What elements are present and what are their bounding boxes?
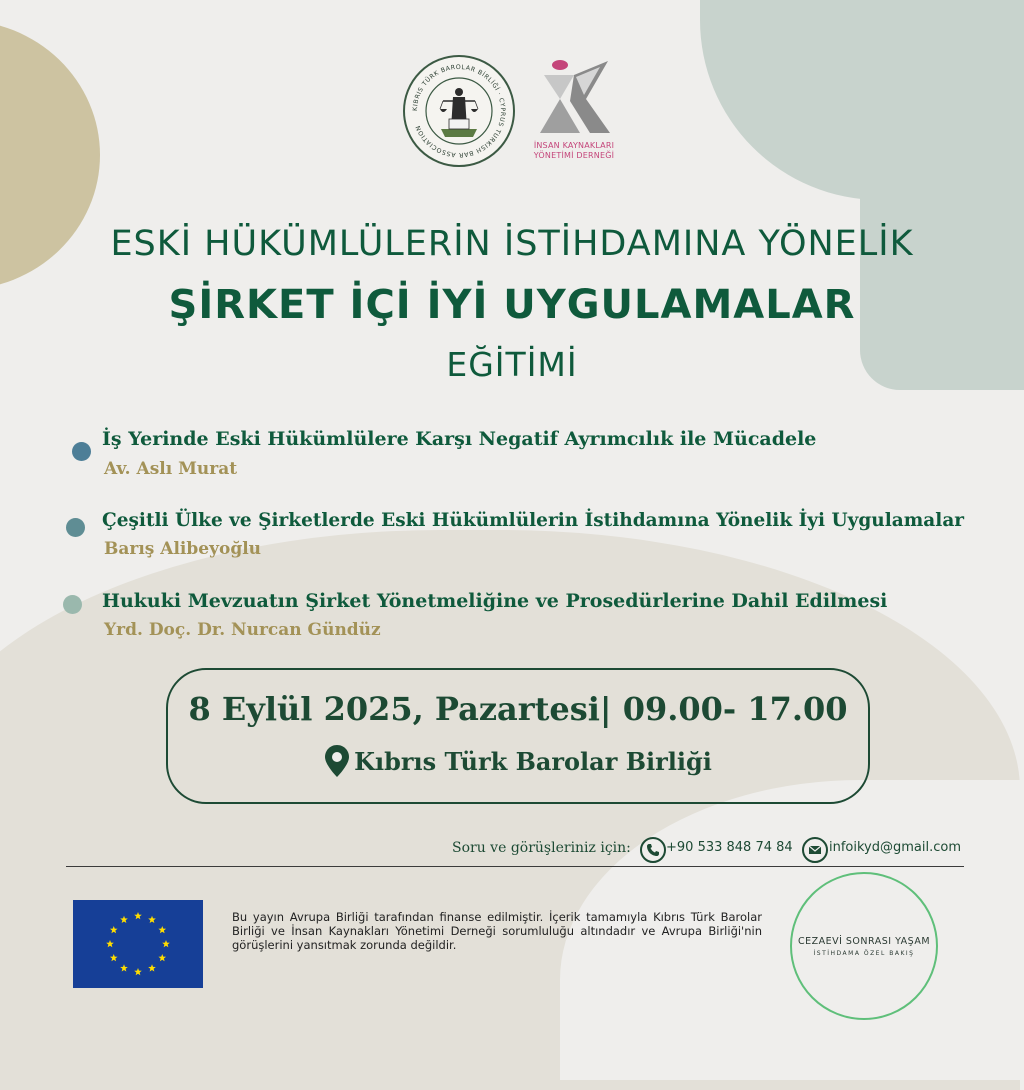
session-1-speaker: Av. Aslı Murat xyxy=(104,459,238,479)
event-location-text: Kıbrıs Türk Barolar Birliği xyxy=(354,747,712,776)
ik-association-logo xyxy=(530,55,618,165)
brand-line-1: CEZAEVİ SONRASI YAŞAM xyxy=(797,936,931,947)
eu-star-icon xyxy=(158,926,166,933)
eu-star-icon xyxy=(106,940,114,947)
session-2-topic: Çeşitli Ülke ve Şirketlerde Eski Hükümlülerin İstihdamına Yönelik İyi Uygulamalar xyxy=(102,510,965,531)
event-info-box xyxy=(166,668,870,804)
bar-logo-ring-text: KIBRIS TÜRK BAROLAR BİRLİĞİ · CYPRUS TURKISH BAR ASSOCIATION xyxy=(411,63,507,159)
title-line-2: ŞİRKET İÇİ İYİ UYGULAMALAR xyxy=(168,282,856,328)
ik-logo-mark-icon xyxy=(530,55,618,137)
eu-star-icon xyxy=(134,912,142,919)
eu-disclaimer: Bu yayın Avrupa Birliği tarafından finanse edilmiştir. İçerik tamamıyla Kıbrıs Türk Barolar Birliği ve İnsan Kaynakları Yönetimi Derneği sorumluluğu altındadır ve Avrupa Birliği'nin görüşlerini yansıtmak zorunda değildir. xyxy=(232,910,762,952)
title-line-3: EĞİTİMİ xyxy=(446,345,578,384)
session-2-bullet-icon xyxy=(66,518,85,537)
event-location xyxy=(166,744,870,778)
map-pin-icon xyxy=(324,744,350,778)
contact-phone[interactable]: +90 533 848 74 84 xyxy=(666,840,793,855)
event-date-time: 8 Eylül 2025, Pazartesi| 09.00- 17.00 xyxy=(188,690,848,728)
eu-flag-icon xyxy=(73,900,203,988)
bg-shape-right-top xyxy=(700,0,1024,200)
session-3-bullet-icon xyxy=(63,595,82,614)
session-3-speaker: Yrd. Doç. Dr. Nurcan Gündüz xyxy=(104,620,381,640)
session-3-topic: Hukuki Mevzuatın Şirket Yönetmeliğine ve Prosedürlerine Dahil Edilmesi xyxy=(102,590,888,612)
brand-line-2: İSTİHDAMA ÖZEL BAKIŞ xyxy=(813,950,915,957)
eu-star-icon xyxy=(120,964,128,971)
footer-divider xyxy=(66,866,964,867)
eu-star-icon xyxy=(148,916,156,923)
scales-of-justice-icon xyxy=(407,59,511,163)
eu-star-icon xyxy=(158,954,166,961)
eu-star-icon xyxy=(120,916,128,923)
eu-star-icon xyxy=(162,940,170,947)
session-1-topic: İş Yerinde Eski Hükümlülere Karşı Negatif Ayrımcılık ile Mücadele xyxy=(102,428,817,450)
session-1-bullet-icon xyxy=(72,442,91,461)
eu-star-icon xyxy=(148,964,156,971)
ik-logo-caption-1: İNSAN KAYNAKLARI xyxy=(533,141,615,150)
ik-logo-caption-2: YÖNETİMİ DERNEĞİ xyxy=(533,151,615,160)
contact-email[interactable]: infoikyd@gmail.com xyxy=(829,840,962,855)
eu-star-icon xyxy=(110,926,118,933)
title-line-1: ESKİ HÜKÜMLÜLERİN İSTİHDAMINA YÖNELİK xyxy=(110,224,914,264)
eu-star-icon xyxy=(110,954,118,961)
eu-star-icon xyxy=(134,968,142,975)
contact-label: Soru ve görüşleriniz için: xyxy=(452,840,631,856)
phone-icon xyxy=(640,837,666,863)
session-2-speaker: Barış Alibeyoğlu xyxy=(104,539,262,559)
mail-icon xyxy=(802,837,828,863)
bar-association-logo xyxy=(403,55,515,167)
